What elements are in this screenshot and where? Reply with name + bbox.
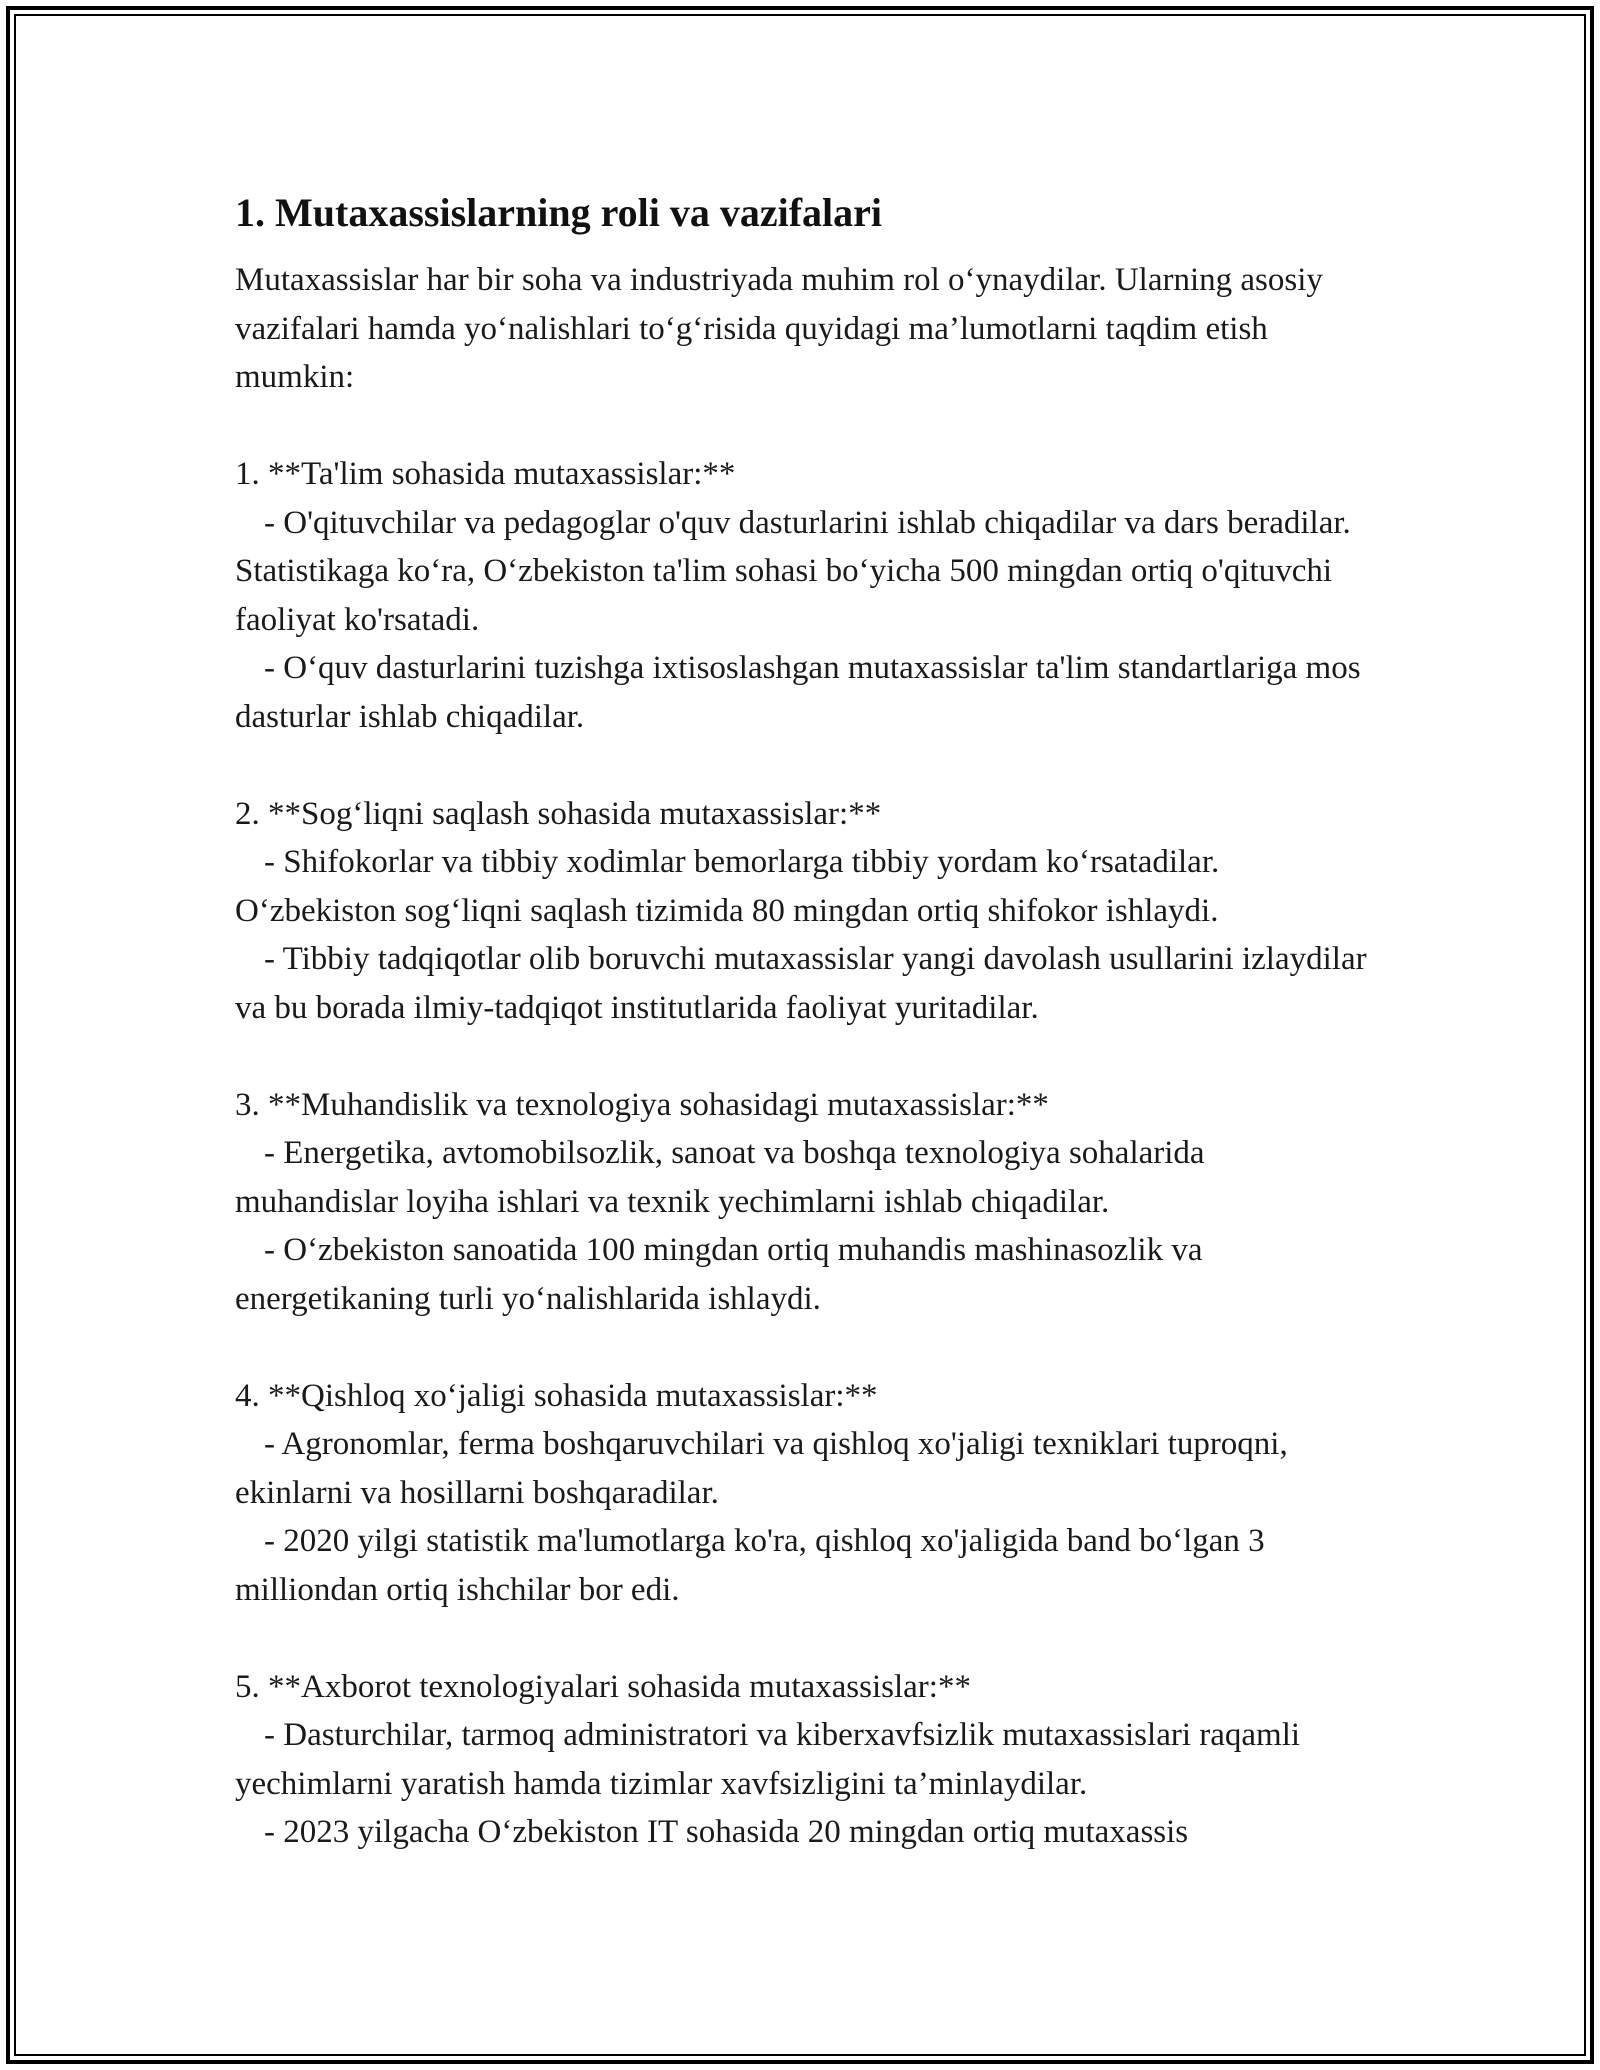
bullet-item: - Agronomlar, ferma boshqaruvchilari va qishloq xo'jaligi texniklari tuproqni, ekinlarni va hosillarni boshqaradilar. bbox=[235, 1426, 1288, 1511]
intro-paragraph: Mutaxassislar har bir soha va industriyada muhim rol o‘ynaydilar. Ularning asosiy vazifalari hamda yo‘nalishlari to‘g‘risida quyidagi ma’lumotlarni taqdim etish mumkin: bbox=[235, 262, 1323, 395]
bullet-item: - Dasturchilar, tarmoq administratori va kiberxavfsizlik mutaxassislari raqamli yechimlarni yaratish hamda tizimlar xavfsizligini ta’minlaydilar. bbox=[235, 1717, 1301, 1802]
bullet-item: - Shifokorlar va tibbiy xodimlar bemorlarga tibbiy yordam ko‘rsatadilar. O‘zbekiston sog‘liqni saqlash tizimida 80 mingdan ortiq shifokor ishlaydi. bbox=[235, 844, 1220, 929]
bullet-item: - 2023 yilgacha O‘zbekiston IT sohasida 20 mingdan ortiq mutaxassis bbox=[264, 1814, 1189, 1850]
bullet-item: - Tibbiy tadqiqotlar olib boruvchi mutaxassislar yangi davolash usullarini izlaydilar va bu borada ilmiy-tadqiqot institutlarida faoliyat yuritadilar. bbox=[235, 941, 1367, 1026]
section-title: 5. **Axborot texnologiyalari sohasida mutaxassislar:** bbox=[235, 1668, 971, 1705]
section-heading: 1. Mutaxassislarning roli va vazifalari bbox=[235, 190, 883, 235]
section-education bbox=[235, 450, 1375, 741]
section-healthcare bbox=[235, 790, 1375, 1033]
bullet-item: - O‘quv dasturlarini tuzishga ixtisoslashgan mutaxassislar ta'lim standartlariga mos dasturlar ishlab chiqadilar. bbox=[235, 650, 1361, 735]
bullet-item: - 2020 yilgi statistik ma'lumotlarga ko'ra, qishloq xo'jaligida band bo‘lgan 3 milliondan ortiq ishchilar bor edi. bbox=[235, 1523, 1265, 1608]
section-agriculture bbox=[235, 1372, 1375, 1615]
bullet-item: - O‘zbekiston sanoatida 100 mingdan ortiq muhandis mashinasozlik va energetikaning turli yo‘nalishlarida ishlaydi. bbox=[235, 1232, 1203, 1317]
section-title: 1. **Ta'lim sohasida mutaxassislar:** bbox=[235, 456, 736, 492]
bullet-item: - O'qituvchilar va pedagoglar o'quv dasturlarini ishlab chiqadilar va dars beradilar. Statistikaga ko‘ra, O‘zbekiston ta'lim sohasi bo‘yicha 500 mingdan ortiq o'qituvchi faoliyat ko'rsatadi. bbox=[235, 504, 1351, 638]
section-title: 2. **Sog‘liqni saqlash sohasida mutaxassislar:** bbox=[235, 795, 882, 832]
bullet-item: - Energetika, avtomobilsozlik, sanoat va boshqa texnologiya sohalarida muhandislar loyiha ishlari va texnik yechimlarni ishlab chiqadilar. bbox=[235, 1135, 1205, 1220]
document-body bbox=[235, 186, 1375, 1857]
section-engineering bbox=[235, 1081, 1375, 1324]
section-title: 4. **Qishloq xo‘jaligi sohasida mutaxassislar:** bbox=[235, 1377, 878, 1414]
section-it bbox=[235, 1663, 1375, 1857]
section-title: 3. **Muhandislik va texnologiya sohasidagi mutaxassislar:** bbox=[235, 1086, 1049, 1123]
